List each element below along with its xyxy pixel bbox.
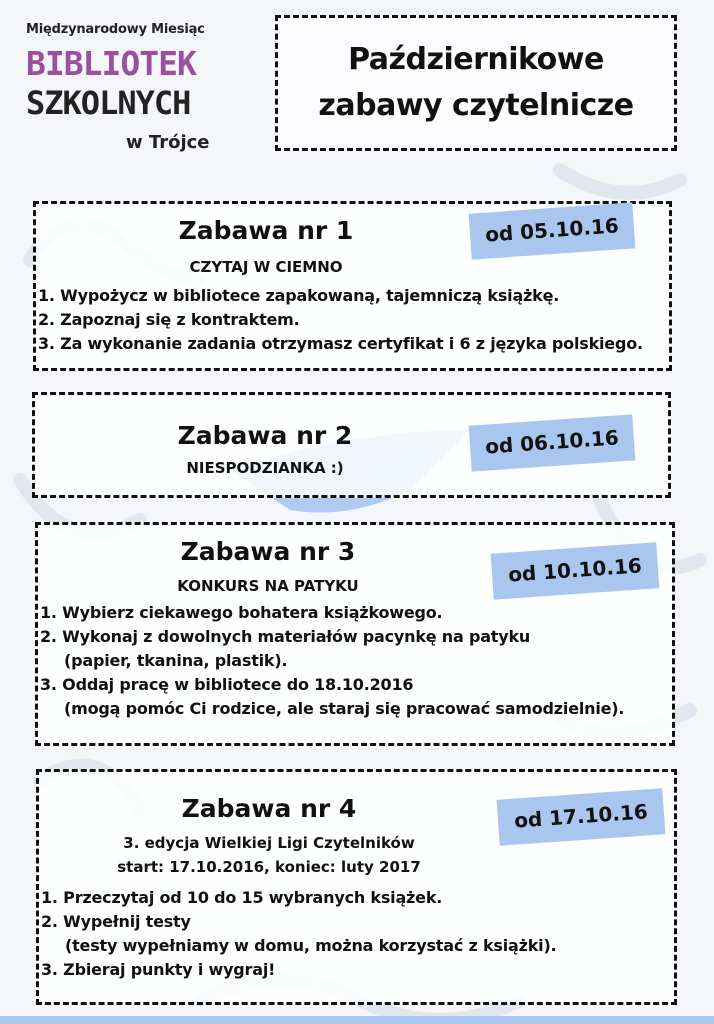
logo-line-3: SZKOLNYCH	[26, 84, 191, 122]
game-step: 3. Oddaj pracę w bibliotece do 18.10.2016	[40, 675, 414, 694]
game-steps-3	[40, 601, 624, 721]
game-subtitle-1: CZYTAJ W CIEMNO	[189, 258, 343, 276]
game-step: 3. Za wykonanie zadania otrzymasz certyfikat i 6 z języka polskiego.	[38, 334, 643, 353]
game-subtitle-4: 3. edycja Wielkiej Ligi Czytelników	[123, 834, 415, 852]
game-steps-1	[38, 284, 643, 356]
game-steps-4	[41, 886, 556, 982]
game-subtitle-3: KONKURS NA PATYKU	[177, 577, 359, 595]
page-title-line-1: Październikowe	[348, 42, 604, 77]
game-subtitle-2: NIESPODZIANKA :)	[186, 459, 344, 477]
bottom-strip	[0, 1016, 714, 1024]
date-badge-1: od 05.10.16	[469, 202, 636, 259]
logo-line-1: Międzynarodowy Miesiąc	[26, 22, 205, 37]
game-step: 1. Przeczytaj od 10 do 15 wybranych książek.	[41, 888, 443, 907]
logo-line-2: BIBLIOTEK	[26, 44, 196, 83]
game-step-note: (papier, tkanina, plastik).	[64, 651, 288, 670]
date-badge-2: od 06.10.16	[469, 414, 636, 471]
game-heading-4: Zabawa nr 4	[181, 794, 357, 823]
game-step: 2. Wykonaj z dowolnych materiałów pacynkę na patyku	[40, 627, 531, 646]
game-step-note: (testy wypełniamy w domu, można korzystać z książki).	[65, 936, 557, 955]
title-box	[275, 15, 677, 151]
game-heading-2: Zabawa nr 2	[177, 421, 353, 450]
game-heading-1: Zabawa nr 1	[178, 216, 354, 245]
game-step: 3. Zbieraj punkty i wygraj!	[41, 960, 276, 979]
logo-line-4: w Trójce	[126, 132, 210, 153]
game-step: 1. Wypożycz w bibliotece zapakowaną, tajemniczą książkę.	[38, 286, 560, 305]
game-step-note: (mogą pomóc Ci rodzice, ale staraj się pracować samodzielnie).	[64, 699, 625, 718]
game-step: 2. Wypełnij testy	[41, 912, 191, 931]
game-heading-3: Zabawa nr 3	[180, 537, 356, 566]
game-step: 1. Wybierz ciekawego bohatera książkowego.	[40, 603, 443, 622]
game-step: 2. Zapoznaj się z kontraktem.	[38, 310, 300, 329]
date-badge-4: od 17.10.16	[497, 788, 666, 845]
game-subtitle-4b: start: 17.10.2016, koniec: luty 2017	[117, 858, 421, 876]
page-title	[318, 37, 633, 129]
page-title-line-2: zabawy czytelnicze	[318, 88, 634, 123]
date-badge-3: od 10.10.16	[491, 542, 660, 599]
